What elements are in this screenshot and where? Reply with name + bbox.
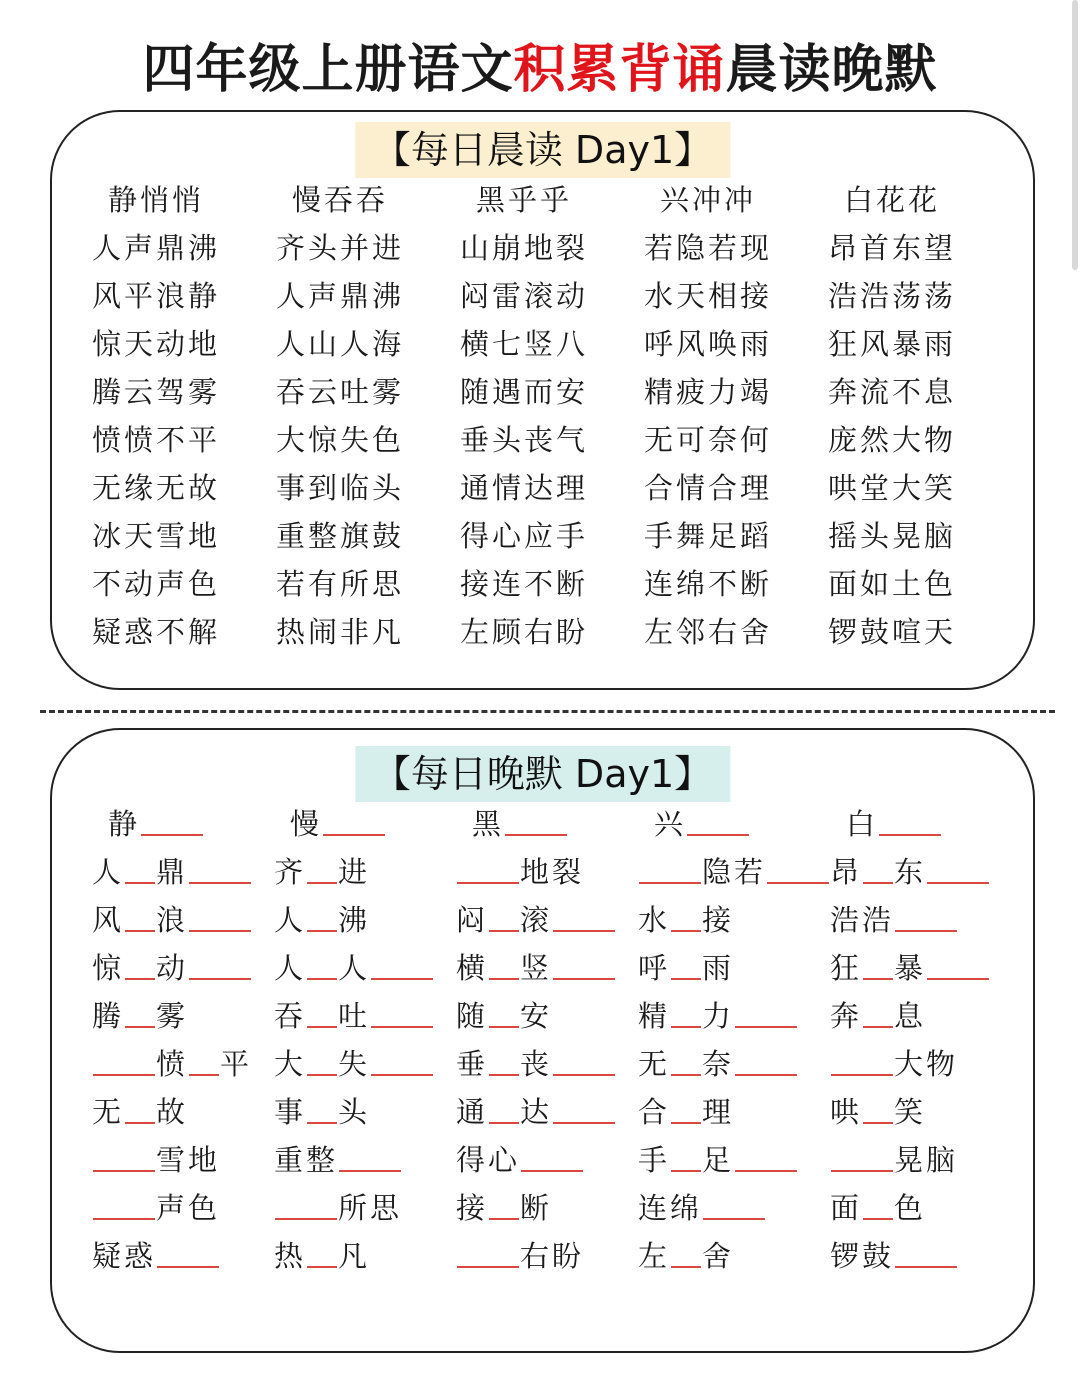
evening-word-r1-c2 [456,848,638,896]
evening-word-r2-c0 [92,896,274,944]
hint-char: 物 [926,1047,959,1081]
fill-blank[interactable] [863,968,893,980]
hint-char: 无 [637,1047,670,1081]
fill-blank[interactable] [125,1016,155,1028]
fill-blank[interactable] [489,1064,519,1076]
hint-char: 接 [455,1191,488,1225]
hint-char: 浩 [830,903,863,937]
morning-word-r9-c1: 热闹非凡 [276,615,405,649]
hint-char: 息 [894,999,927,1033]
morning-word-r6-c2: 通情达理 [460,471,589,505]
fill-blank[interactable] [307,920,337,932]
evening-word-r9-c1 [274,1232,456,1280]
evening-word-r7-c2 [456,1136,638,1184]
hint-char: 锣 [830,1239,863,1273]
evening-word-r5-c4 [830,1040,1012,1088]
hint-char: 雾 [156,999,189,1033]
evening-word-r8-c2 [456,1184,638,1232]
fill-blank[interactable] [125,968,155,980]
evening-word-r8-c0 [92,1184,274,1232]
hint-char: 绵 [669,1191,702,1225]
fill-blank[interactable] [671,968,701,980]
hint-char: 晃 [894,1143,927,1177]
fill-blank[interactable] [323,824,385,836]
hint-char: 整 [306,1143,339,1177]
hint-char: 手 [637,1143,670,1177]
hint-char: 足 [701,1143,734,1177]
fill-blank[interactable] [671,1160,701,1172]
morning-word-r5-c2: 垂头丧气 [460,423,589,457]
morning-word-r9-c3: 左邻右舍 [644,615,773,649]
hint-char: 横 [455,951,488,985]
morning-word-r0-c2: 黑乎乎 [476,183,573,217]
evening-word-r0-c0 [92,800,274,848]
hint-char: 色 [894,1191,927,1225]
morning-word-r8-c4: 面如土色 [828,567,957,601]
evening-word-r6-c1 [274,1088,456,1136]
evening-word-r6-c4 [830,1088,1012,1136]
hint-char: 水 [637,903,670,937]
evening-word-r8-c4 [830,1184,1012,1232]
evening-word-r7-c3 [638,1136,830,1184]
fill-blank[interactable] [189,1064,219,1076]
morning-word-r1-c3: 若隐若现 [644,231,773,265]
fill-blank[interactable] [307,968,337,980]
evening-word-r4-c2 [456,992,638,1040]
hint-char: 接 [701,903,734,937]
hint-char: 大 [273,1047,306,1081]
fill-blank[interactable] [895,920,957,932]
evening-word-r2-c3 [638,896,830,944]
evening-word-r0-c3 [638,800,830,848]
morning-word-r2-c3: 水天相接 [644,279,773,313]
fill-blank[interactable] [735,1064,797,1076]
morning-word-r4-c2: 随遇而安 [460,375,589,409]
fill-blank[interactable] [371,968,433,980]
evening-word-r9-c4 [830,1232,1012,1280]
morning-card-title: 【每日晨读 Day1】 [355,122,730,178]
hint-char: 奔 [830,999,863,1033]
hint-char: 兴 [653,807,686,841]
evening-word-r0-c1 [274,800,456,848]
fill-blank[interactable] [93,1064,155,1076]
hint-char: 进 [338,855,371,889]
evening-word-r3-c4 [830,944,1012,992]
morning-word-r9-c4: 锣鼓喧天 [828,615,957,649]
hint-char: 精 [637,999,670,1033]
hint-char: 愤 [156,1047,189,1081]
morning-word-r7-c3: 手舞足蹈 [644,519,773,553]
evening-word-r6-c0 [92,1088,274,1136]
evening-word-r2-c2 [456,896,638,944]
title-highlight: 积累背诵 [513,40,726,100]
evening-word-r3-c3 [638,944,830,992]
morning-word-r7-c1: 重整旗鼓 [276,519,405,553]
hint-char: 平 [220,1047,253,1081]
hint-char: 鼎 [156,855,189,889]
fill-blank[interactable] [735,1160,797,1172]
hint-char: 丧 [520,1047,553,1081]
hint-char: 理 [701,1095,734,1129]
morning-word-grid [92,176,1012,656]
morning-word-r1-c1: 齐头并进 [276,231,405,265]
fill-blank[interactable] [671,1064,701,1076]
evening-word-r5-c1 [274,1040,456,1088]
fill-blank[interactable] [189,968,251,980]
hint-char: 裂 [552,855,585,889]
hint-char: 齐 [273,855,306,889]
hint-char: 事 [273,1095,306,1129]
evening-word-r4-c1 [274,992,456,1040]
fill-blank[interactable] [703,1208,765,1220]
hint-char: 若 [733,855,766,889]
hint-char: 所 [337,1191,370,1225]
evening-word-r7-c1 [274,1136,456,1184]
hint-char: 惑 [124,1239,157,1273]
fill-blank[interactable] [735,1016,797,1028]
hint-char: 东 [894,855,927,889]
fill-blank[interactable] [863,1208,893,1220]
hint-char: 色 [188,1191,221,1225]
evening-word-r9-c3 [638,1232,830,1280]
hint-char: 人 [273,951,306,985]
hint-char: 声 [156,1191,189,1225]
hint-char: 昂 [830,855,863,889]
evening-card-title: 【每日晚默 Day1】 [355,746,730,802]
evening-word-r4-c3 [638,992,830,1040]
hint-char: 垂 [455,1047,488,1081]
morning-word-r5-c0: 愤愤不平 [92,423,221,457]
evening-word-r3-c1 [274,944,456,992]
hint-char: 疑 [92,1239,125,1273]
fill-blank[interactable] [863,872,893,884]
hint-char: 盼 [552,1239,585,1273]
morning-word-r2-c0: 风平浪静 [92,279,221,313]
fill-blank[interactable] [307,1064,337,1076]
hint-char: 人 [338,951,371,985]
fill-blank[interactable] [489,968,519,980]
title-part1: 四年级上册语文 [142,40,514,100]
fill-blank[interactable] [553,1064,615,1076]
evening-word-r2-c4 [830,896,1012,944]
morning-word-r1-c2: 山崩地裂 [460,231,589,265]
morning-word-r0-c0: 静悄悄 [108,183,205,217]
evening-word-r1-c1 [274,848,456,896]
morning-word-r6-c3: 合情合理 [644,471,773,505]
morning-word-r7-c2: 得心应手 [460,519,589,553]
morning-word-r7-c0: 冰天雪地 [92,519,221,553]
morning-word-r9-c0: 疑惑不解 [92,615,221,649]
morning-word-r3-c1: 人山人海 [276,327,405,361]
hint-char: 连 [637,1191,670,1225]
hint-char: 雪 [156,1143,189,1177]
hint-char: 大 [894,1047,927,1081]
morning-word-r4-c4: 奔流不息 [828,375,957,409]
morning-word-r8-c3: 连绵不断 [644,567,773,601]
fill-blank[interactable] [93,1208,155,1220]
morning-word-r6-c4: 哄堂大笑 [828,471,957,505]
morning-word-r4-c3: 精疲力竭 [644,375,773,409]
hint-char: 浪 [156,903,189,937]
hint-char: 左 [637,1239,670,1273]
hint-char: 白 [846,807,879,841]
evening-word-grid [92,800,1012,1280]
fill-blank[interactable] [371,1016,433,1028]
evening-word-r5-c3 [638,1040,830,1088]
evening-word-r4-c4 [830,992,1012,1040]
fill-blank[interactable] [275,1208,337,1220]
fill-blank[interactable] [125,872,155,884]
fill-blank[interactable] [553,1112,615,1124]
fill-blank[interactable] [489,1016,519,1028]
morning-word-r8-c2: 接连不断 [460,567,589,601]
hint-char: 沸 [338,903,371,937]
hint-char: 黑 [471,807,504,841]
hint-char: 笑 [894,1095,927,1129]
morning-word-r1-c4: 昂首东望 [828,231,957,265]
morning-word-r3-c0: 惊天动地 [92,327,221,361]
hint-char: 通 [455,1095,488,1129]
fill-blank[interactable] [457,872,519,884]
fill-blank[interactable] [93,1160,155,1172]
evening-word-r1-c0 [92,848,274,896]
morning-word-r4-c0: 腾云驾雾 [92,375,221,409]
morning-word-r1-c0: 人声鼎沸 [92,231,221,265]
hint-char: 竖 [520,951,553,985]
fill-blank[interactable] [505,824,567,836]
evening-word-r7-c4 [830,1136,1012,1184]
morning-word-r8-c0: 不动声色 [92,567,221,601]
evening-word-r1-c3 [638,848,830,896]
fill-blank[interactable] [307,1016,337,1028]
hint-char: 头 [338,1095,371,1129]
hint-char: 地 [188,1143,221,1177]
hint-char: 呼 [637,951,670,985]
fill-blank[interactable] [927,872,989,884]
hint-char: 失 [338,1047,371,1081]
evening-word-r0-c4 [830,800,1012,848]
fill-blank[interactable] [863,1112,893,1124]
hint-char: 动 [156,951,189,985]
morning-word-r0-c4: 白花花 [844,183,941,217]
evening-word-r6-c2 [456,1088,638,1136]
hint-char: 慢 [289,807,322,841]
hint-char: 惊 [92,951,125,985]
title-part2: 晨读晚默 [725,40,938,100]
morning-word-r0-c3: 兴冲冲 [660,183,757,217]
evening-word-r6-c3 [638,1088,830,1136]
fill-blank[interactable] [831,1160,893,1172]
morning-word-r4-c1: 吞云吐雾 [276,375,405,409]
fill-blank[interactable] [307,872,337,884]
morning-word-r3-c4: 狂风暴雨 [828,327,957,361]
fill-blank[interactable] [863,1016,893,1028]
hint-char: 地 [519,855,552,889]
hint-char: 脑 [926,1143,959,1177]
hint-char: 热 [273,1239,306,1273]
hint-char: 浩 [862,903,895,937]
evening-word-r2-c1 [274,896,456,944]
fill-blank[interactable] [371,1064,433,1076]
hint-char: 合 [637,1095,670,1129]
fill-blank[interactable] [307,1256,337,1268]
fill-blank[interactable] [489,920,519,932]
hint-char: 面 [830,1191,863,1225]
hint-char: 人 [273,903,306,937]
fill-blank[interactable] [687,824,749,836]
dashed-divider [40,710,1055,713]
hint-char: 哄 [830,1095,863,1129]
fill-blank[interactable] [489,1208,519,1220]
fill-blank[interactable] [895,1256,957,1268]
morning-word-r2-c2: 闷雷滚动 [460,279,589,313]
fill-blank[interactable] [189,872,251,884]
evening-word-r8-c3 [638,1184,830,1232]
hint-char: 隐 [701,855,734,889]
fill-blank[interactable] [671,1256,701,1268]
morning-word-r9-c2: 左顾右盼 [460,615,589,649]
morning-word-r6-c1: 事到临头 [276,471,405,505]
page-title [0,38,1080,102]
hint-char: 鼓 [862,1239,895,1273]
evening-word-r8-c1 [274,1184,456,1232]
fill-blank[interactable] [927,968,989,980]
evening-word-r0-c2 [456,800,638,848]
morning-word-r3-c2: 横七竖八 [460,327,589,361]
morning-word-r2-c1: 人声鼎沸 [276,279,405,313]
hint-char: 吐 [338,999,371,1033]
fill-blank[interactable] [767,872,829,884]
hint-char: 力 [701,999,734,1033]
fill-blank[interactable] [553,920,615,932]
fill-blank[interactable] [157,1256,219,1268]
hint-char: 人 [92,855,125,889]
hint-char: 吞 [273,999,306,1033]
fill-blank[interactable] [125,1112,155,1124]
morning-word-r7-c4: 摇头晃脑 [828,519,957,553]
fill-blank[interactable] [831,1064,893,1076]
hint-char: 闷 [455,903,488,937]
evening-word-r5-c0 [92,1040,274,1088]
fill-blank[interactable] [521,1160,583,1172]
morning-word-r5-c1: 大惊失色 [276,423,405,457]
hint-char: 凡 [338,1239,371,1273]
evening-word-r3-c0 [92,944,274,992]
hint-char: 思 [370,1191,403,1225]
fill-blank[interactable] [879,824,941,836]
fill-blank[interactable] [489,1112,519,1124]
hint-char: 静 [108,807,141,841]
morning-word-r8-c1: 若有所思 [276,567,405,601]
hint-char: 随 [455,999,488,1033]
hint-char: 雨 [701,951,734,985]
fill-blank[interactable] [639,872,701,884]
hint-char: 奈 [701,1047,734,1081]
hint-char: 达 [520,1095,553,1129]
morning-word-r5-c3: 无可奈何 [644,423,773,457]
hint-char: 无 [92,1095,125,1129]
hint-char: 舍 [701,1239,734,1273]
hint-char: 安 [520,999,553,1033]
fill-blank[interactable] [671,920,701,932]
fill-blank[interactable] [125,920,155,932]
hint-char: 暴 [894,951,927,985]
morning-word-r2-c4: 浩浩荡荡 [828,279,957,313]
fill-blank[interactable] [553,968,615,980]
fill-blank[interactable] [189,920,251,932]
evening-word-r3-c2 [456,944,638,992]
fill-blank[interactable] [307,1112,337,1124]
evening-word-r7-c0 [92,1136,274,1184]
evening-word-r1-c4 [830,848,1012,896]
hint-char: 得 [455,1143,488,1177]
hint-char: 腾 [92,999,125,1033]
hint-char: 狂 [830,951,863,985]
evening-word-r9-c2 [456,1232,638,1280]
morning-word-r0-c1: 慢吞吞 [292,183,389,217]
hint-char: 风 [92,903,125,937]
hint-char: 右 [519,1239,552,1273]
fill-blank[interactable] [339,1160,401,1172]
fill-blank[interactable] [671,1016,701,1028]
morning-word-r5-c4: 庞然大物 [828,423,957,457]
hint-char: 故 [156,1095,189,1129]
hint-char: 滚 [520,903,553,937]
evening-word-r9-c0 [92,1232,274,1280]
evening-word-r4-c0 [92,992,274,1040]
evening-word-r5-c2 [456,1040,638,1088]
fill-blank[interactable] [141,824,203,836]
fill-blank[interactable] [671,1112,701,1124]
fill-blank[interactable] [457,1256,519,1268]
morning-word-r6-c0: 无缘无故 [92,471,221,505]
morning-word-r3-c3: 呼风唤雨 [644,327,773,361]
hint-char: 重 [273,1143,306,1177]
hint-char: 心 [488,1143,521,1177]
hint-char: 断 [520,1191,553,1225]
